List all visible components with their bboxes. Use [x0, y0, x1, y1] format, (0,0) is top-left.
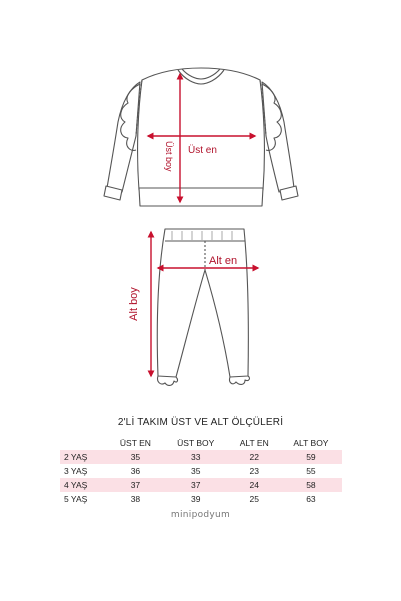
- size-table: [60, 436, 342, 506]
- brand-logo: minipodyum: [170, 510, 231, 520]
- table-cell: 55: [306, 466, 316, 476]
- leggings-outline: [157, 229, 249, 385]
- bottom-length-label: Alt boy: [128, 287, 140, 321]
- size-label-cell: 5 YAŞ: [64, 494, 88, 504]
- header-cell: [60, 436, 108, 450]
- table-cell: 59: [280, 450, 342, 464]
- table-row: [60, 464, 342, 478]
- sweatshirt-outline: [104, 68, 298, 206]
- top-length-label: Üst boy: [164, 141, 174, 172]
- header-cell: ALT BOY: [293, 438, 329, 448]
- header-cell: ÜST BOY: [177, 438, 215, 448]
- table-cell: 33: [163, 450, 229, 464]
- table-title: 2'Lİ TAKIM ÜST VE ALT ÖLÇÜLERİ: [117, 417, 284, 428]
- table-cell: 39: [191, 494, 201, 504]
- table-cell: 38: [130, 494, 141, 504]
- header-cell: ALT EN: [239, 438, 269, 448]
- table-cell: 35: [191, 466, 201, 476]
- table-cell: 24: [229, 478, 280, 492]
- table-cell: 23: [249, 466, 259, 476]
- table-cell: 22: [229, 450, 280, 464]
- table-row: [60, 450, 342, 464]
- table-cell: 35: [108, 450, 163, 464]
- table-cell: 37: [108, 478, 163, 492]
- size-label-cell: 4 YAŞ: [60, 478, 108, 492]
- table-cell: 36: [130, 466, 141, 476]
- bottom-width-label: Alt en: [209, 255, 238, 267]
- table-row: [60, 492, 342, 506]
- table-cell: 58: [280, 478, 342, 492]
- table-cell: 63: [306, 494, 316, 504]
- size-label-cell: 2 YAŞ: [60, 450, 108, 464]
- size-label-cell: 3 YAŞ: [64, 466, 88, 476]
- table-cell: 37: [163, 478, 229, 492]
- table-row: [60, 478, 342, 492]
- header-cell: ÜST EN: [119, 438, 151, 448]
- top-width-label: Üst en: [188, 145, 217, 156]
- table-header-row: [60, 436, 342, 450]
- table-cell: 25: [249, 494, 259, 504]
